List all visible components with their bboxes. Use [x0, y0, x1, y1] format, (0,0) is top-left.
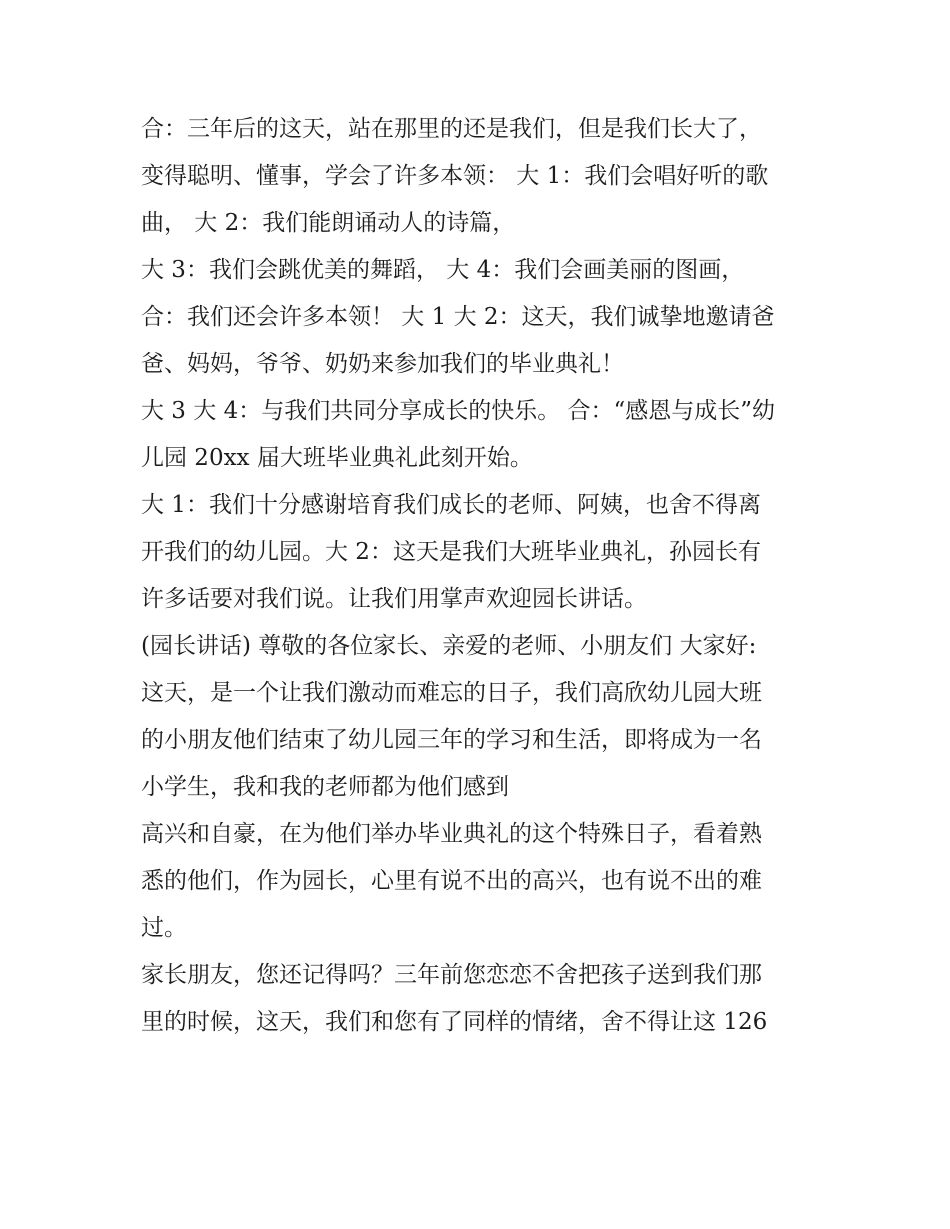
text-line: 开我们的幼儿园。大 2：这天是我们大班毕业典礼，孙园长有 [141, 539, 761, 565]
text-line: 高兴和自豪，在为他们举办毕业典礼的这个特殊日子，看着熟 [141, 821, 762, 847]
text-line: 里的时候，这天，我们和您有了同样的情绪，舍不得让这 126 [141, 1009, 768, 1035]
text-line: 悉的他们，作为园长，心里有说不出的高兴，也有说不出的难 [141, 868, 762, 894]
text-line: 曲， 大 2：我们能朗诵动人的诗篇， [141, 210, 516, 236]
text-line: 小学生，我和我的老师都为他们感到 [141, 774, 509, 800]
text-line: 大 3：我们会跳优美的舞蹈， 大 4：我们会画美丽的图画， [141, 257, 745, 283]
text-line: 儿园 20xx 届大班毕业典礼此刻开始。 [141, 445, 533, 471]
text-line: 大 3 大 4：与我们共同分享成长的快乐。 合：“感恩与成长”幼 [141, 398, 776, 424]
text-line: 大 1：我们十分感谢培育我们成长的老师、阿姨，也舍不得离 [141, 492, 761, 518]
text-line: 这天，是一个让我们激动而难忘的日子，我们高欣幼儿园大班 [141, 680, 762, 706]
text-line: 家长朋友，您还记得吗？三年前您恋恋不舍把孩子送到我们那 [141, 962, 762, 988]
text-line: 合：我们还会许多本领！ 大 1 大 2：这天，我们诚挚地邀请爸 [141, 304, 775, 330]
text-line: 的小朋友他们结束了幼儿园三年的学习和生活，即将成为一名 [141, 727, 762, 753]
text-line: (园长讲话) 尊敬的各位家长、亲爱的老师、小朋友们 大家好: [141, 633, 757, 659]
text-line: 过。 [141, 915, 187, 941]
document-body [141, 106, 821, 1046]
text-line: 变得聪明、懂事，学会了许多本领： 大 1：我们会唱好听的歌 [141, 163, 769, 189]
text-line: 合：三年后的这天，站在那里的还是我们，但是我们长大了， [141, 116, 762, 142]
text-line: 许多话要对我们说。让我们用掌声欢迎园长讲话。 [141, 586, 647, 612]
text-line: 爸、妈妈，爷爷、奶奶来参加我们的毕业典礼！ [141, 351, 624, 377]
